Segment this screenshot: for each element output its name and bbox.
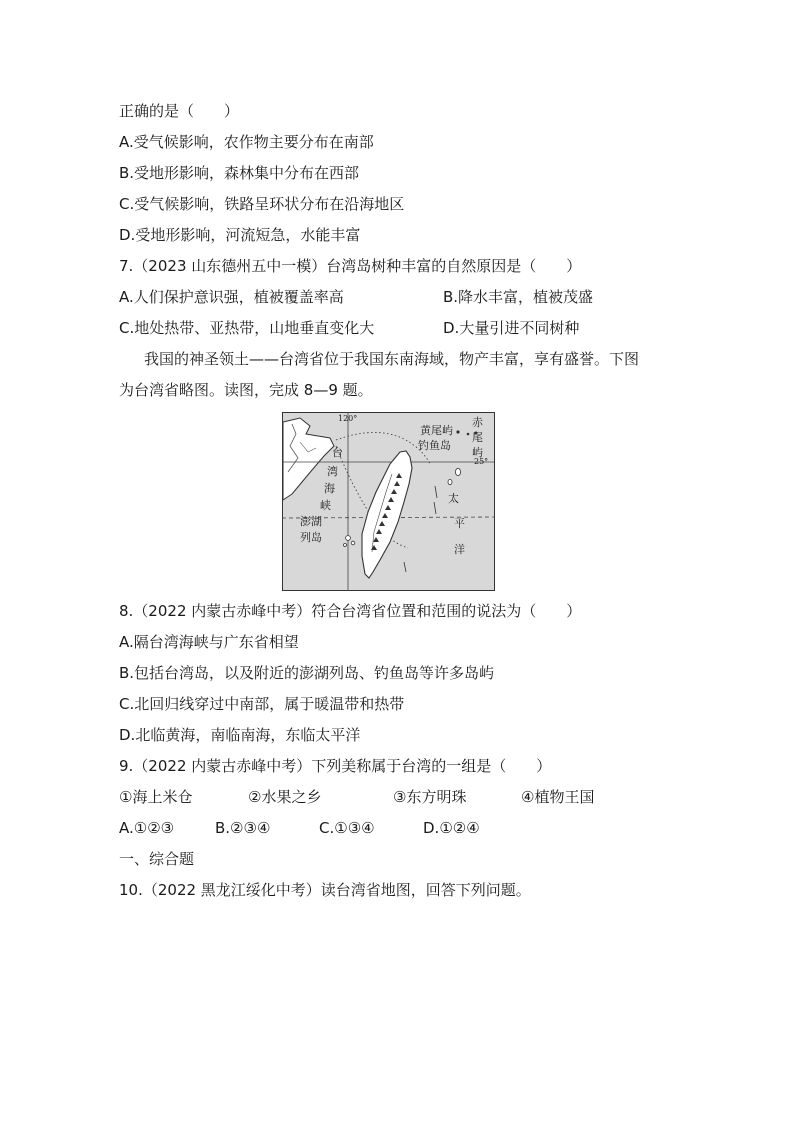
q8-option-b[interactable]: B.包括台湾岛，以及附近的澎湖列岛、钓鱼岛等许多岛屿 — [119, 664, 495, 682]
q9-stem: 9.（2022 内蒙古赤峰中考）下列美称属于台湾的一组是（ ） — [119, 757, 552, 775]
q9-item-2: ②水果之乡 — [248, 788, 322, 806]
longitude-label: 120° — [338, 414, 358, 423]
q6-option-b[interactable]: B.受地形影响，森林集中分布在西部 — [119, 164, 360, 182]
label-strait-3: 海 — [324, 482, 335, 495]
q8-stem: 8.（2022 内蒙古赤峰中考）符合台湾省位置和范围的说法为（ ） — [119, 602, 582, 620]
q7-option-a[interactable]: A.人们保护意识强，植被覆盖率高 — [119, 288, 344, 306]
q7-option-b[interactable]: B.降水丰富，植被茂盛 — [443, 288, 594, 306]
label-pacific-3: 洋 — [454, 543, 465, 556]
label-strait-1: 台 — [332, 446, 343, 459]
q6-stem-end: 正确的是（ ） — [119, 102, 240, 120]
label-chiwei-3: 屿 — [472, 446, 483, 459]
label-pacific-1: 太 — [448, 492, 459, 505]
label-chiwei-1: 赤 — [472, 416, 483, 429]
q6-option-c[interactable]: C.受气候影响，铁路呈环状分布在沿海地区 — [119, 195, 405, 213]
q7-option-c[interactable]: C.地处热带、亚热带，山地垂直变化大 — [119, 319, 375, 337]
q8-option-a[interactable]: A.隔台湾海峡与广东省相望 — [119, 633, 299, 651]
q9-option-b[interactable]: B.②③④ — [215, 819, 271, 837]
passage-line-1: 我国的神圣领土——台湾省位于我国东南海域，物产丰富，享有盛誉。下图 — [144, 350, 640, 368]
label-pacific-2: 平 — [454, 517, 465, 530]
q7-stem: 7.（2023 山东德州五中一模）台湾岛树种丰富的自然原因是（ ） — [119, 257, 582, 275]
q9-option-a[interactable]: A.①②③ — [119, 819, 175, 837]
q7-option-d[interactable]: D.大量引进不同树种 — [443, 319, 580, 337]
q8-option-d[interactable]: D.北临黄海，南临南海，东临太平洋 — [119, 726, 361, 744]
label-huangwei: 黄尾屿 — [420, 424, 453, 437]
q10-stem: 10.（2022 黑龙江绥化中考）读台湾省地图，回答下列问题。 — [119, 881, 531, 899]
section-heading: 一、综合题 — [119, 850, 195, 868]
label-diaoyu: 钓鱼岛 — [418, 439, 451, 452]
label-strait-2: 湾 — [327, 465, 338, 478]
q9-option-c[interactable]: C.①③④ — [319, 819, 375, 837]
label-penghu-2: 列岛 — [300, 531, 322, 544]
taiwan-map — [282, 412, 495, 591]
q9-item-1: ①海上米仓 — [119, 788, 193, 806]
q9-item-3: ③东方明珠 — [393, 788, 467, 806]
passage-line-2: 为台湾省略图。读图，完成 8—9 题。 — [119, 381, 373, 399]
q6-option-a[interactable]: A.受气候影响，农作物主要分布在南部 — [119, 133, 374, 151]
q8-option-c[interactable]: C.北回归线穿过中南部，属于暖温带和热带 — [119, 695, 405, 713]
label-penghu-1: 澎湖 — [300, 515, 322, 528]
label-strait-4: 峡 — [320, 499, 331, 512]
label-chiwei-2: 尾 — [472, 431, 483, 444]
q6-option-d[interactable]: D.受地形影响，河流短急，水能丰富 — [119, 226, 361, 244]
q9-option-d[interactable]: D.①②④ — [423, 819, 480, 837]
q9-item-4: ④植物王国 — [521, 788, 595, 806]
latitude-label: 25° — [474, 457, 489, 466]
